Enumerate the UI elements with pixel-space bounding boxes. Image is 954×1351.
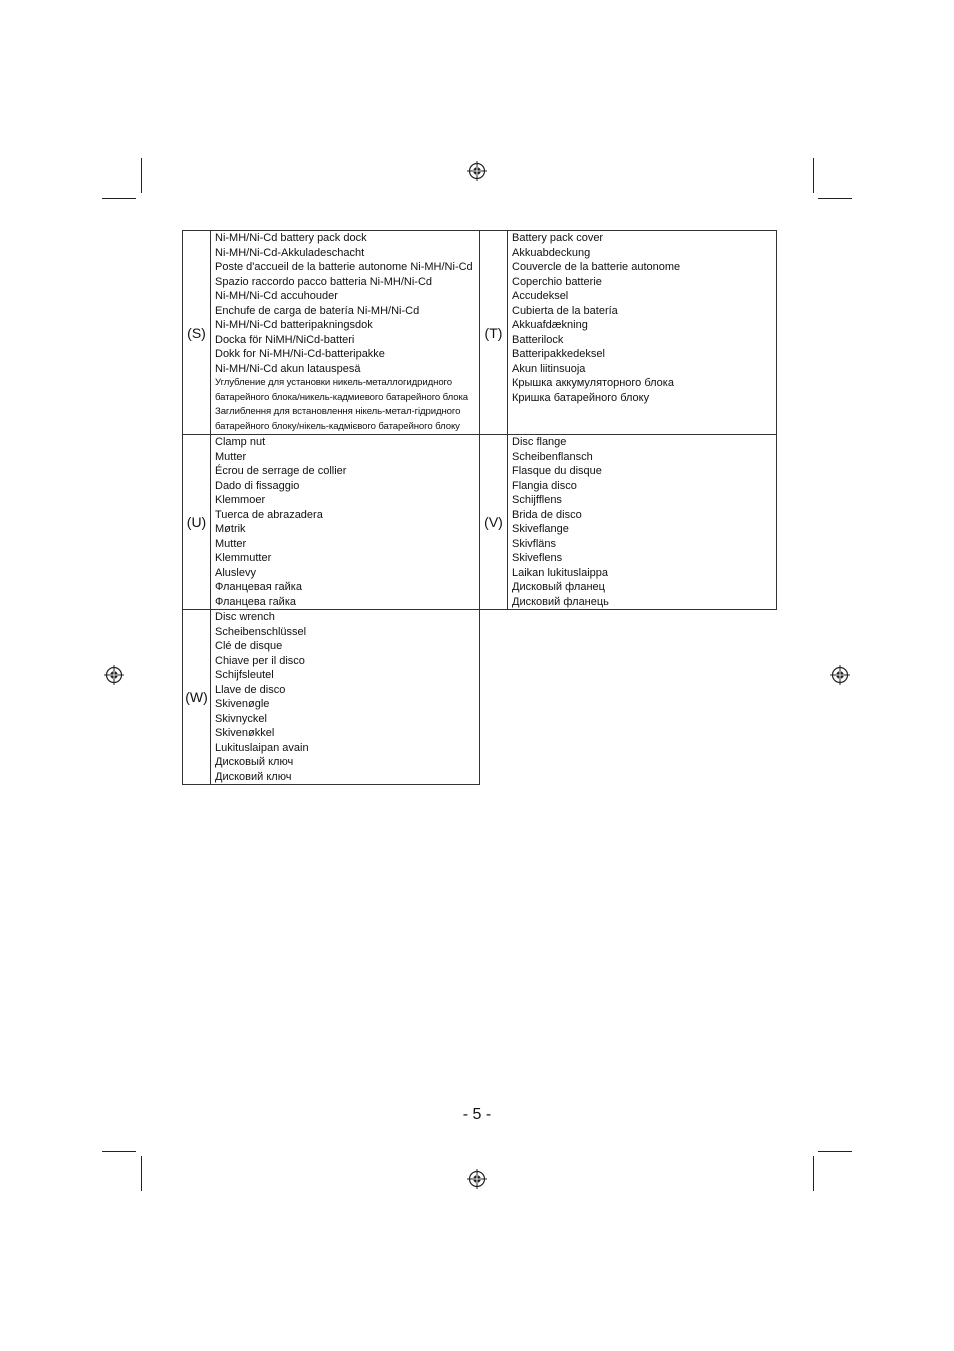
term-line: Skivenøgle bbox=[215, 698, 270, 710]
crop-mark-bottom-right-horizontal bbox=[818, 1151, 852, 1152]
part-terms-cell bbox=[211, 610, 480, 785]
term-line: Écrou de serrage de collier bbox=[215, 465, 347, 477]
term-line: Klemmutter bbox=[215, 552, 272, 564]
term-line: Cubierta de la batería bbox=[512, 304, 618, 317]
term-line: Дисковий ключ bbox=[215, 770, 292, 783]
term-line: Scheibenflansch bbox=[512, 450, 593, 463]
empty-cell bbox=[508, 610, 777, 785]
part-letter-cell: (U) bbox=[183, 435, 211, 610]
term-line: Batterilock bbox=[512, 333, 564, 346]
term-line: Klemmoer bbox=[215, 494, 266, 506]
term-line: Akkuabdeckung bbox=[512, 246, 591, 259]
term-line: Заглиблення для встановлення нікель-метал-гідридного bbox=[215, 406, 461, 417]
part-letter-cell: (W) bbox=[183, 610, 211, 785]
term-line: Aluslevy bbox=[215, 566, 256, 579]
term-line: батарейного блоку/нікель-кадмієвого батарейного блоку bbox=[215, 420, 460, 432]
term-line: Flasque du disque bbox=[512, 465, 602, 477]
term-line: Дисковый ключ bbox=[215, 756, 294, 768]
term-line: Disc wrench bbox=[215, 611, 275, 623]
term-line: Фланцевая гайка bbox=[215, 581, 302, 593]
term-line: Кришка батарейного блоку bbox=[512, 391, 650, 404]
table-row bbox=[183, 435, 777, 610]
parts-term-table bbox=[182, 230, 777, 785]
registration-mark-right-icon bbox=[830, 665, 850, 685]
crop-mark-top-left-horizontal bbox=[102, 198, 136, 199]
term-line: Lukituslaipan avain bbox=[215, 741, 309, 754]
term-line: Spazio raccordo pacco batteria Ni-MH/Ni-Cd bbox=[215, 275, 433, 288]
term-line: Schijfsleutel bbox=[215, 669, 274, 681]
term-line: Tuerca de abrazadera bbox=[215, 508, 323, 521]
crop-mark-bottom-left-horizontal bbox=[102, 1151, 136, 1152]
term-line: Enchufe de carga de batería Ni-MH/Ni-Cd bbox=[215, 304, 420, 317]
term-line: Mutter bbox=[215, 450, 247, 463]
part-letter-cell: (S) bbox=[183, 231, 211, 435]
crop-mark-top-right-vertical bbox=[813, 158, 814, 193]
part-letter-cell: (T) bbox=[480, 231, 508, 435]
term-line: батарейного блока/никель-кадмиевого батарейного блока bbox=[215, 391, 469, 403]
term-line: Møtrik bbox=[215, 523, 246, 535]
term-line: Brida de disco bbox=[512, 508, 582, 521]
term-line: Disc flange bbox=[512, 436, 567, 448]
term-line: Skiveflange bbox=[512, 523, 569, 535]
part-terms-cell bbox=[211, 435, 480, 610]
registration-mark-top-icon bbox=[467, 161, 487, 181]
crop-mark-bottom-right-vertical bbox=[813, 1156, 814, 1191]
term-line: Clamp nut bbox=[215, 436, 266, 448]
term-line: Ni-MH/Ni-Cd-Akkuladeschacht bbox=[215, 246, 365, 259]
term-line: Poste d'accueil de la batterie autonome Ni-MH/Ni-Cd bbox=[215, 261, 473, 273]
term-line: Ni-MH/Ni-Cd batteripakningsdok bbox=[215, 319, 373, 331]
term-line: Flangia disco bbox=[512, 479, 577, 492]
term-line: Углубление для установки никель-металлогидридного bbox=[215, 377, 452, 388]
term-line: Ni-MH/Ni-Cd accuhouder bbox=[215, 290, 338, 302]
term-line: Skivenøkkel bbox=[215, 727, 275, 739]
term-line: Akun liitinsuoja bbox=[512, 362, 586, 375]
term-line: Dokk for Ni-MH/Ni-Cd-batteripakke bbox=[215, 348, 385, 360]
term-line: Coperchio batterie bbox=[512, 275, 602, 288]
term-line: Laikan lukituslaippa bbox=[512, 566, 609, 579]
registration-mark-bottom-icon bbox=[467, 1169, 487, 1189]
term-line: Skivnyckel bbox=[215, 712, 267, 725]
term-line: Фланцева гайка bbox=[215, 595, 297, 608]
term-line: Llave de disco bbox=[215, 683, 286, 696]
part-letter-cell: (V) bbox=[480, 435, 508, 610]
term-line: Skivfläns bbox=[512, 537, 557, 550]
term-line: Scheibenschlüssel bbox=[215, 625, 307, 638]
term-line: Skiveflens bbox=[512, 552, 563, 564]
table-row bbox=[183, 231, 777, 435]
term-line: Clé de disque bbox=[215, 640, 283, 652]
table-row bbox=[183, 610, 777, 785]
part-terms-cell bbox=[211, 231, 480, 435]
term-line: Batteripakkedeksel bbox=[512, 348, 605, 360]
term-line: Akkuafdækning bbox=[512, 319, 588, 331]
part-terms-cell bbox=[508, 435, 777, 610]
term-line: Battery pack cover bbox=[512, 232, 604, 244]
term-line: Couvercle de la batterie autonome bbox=[512, 261, 681, 273]
crop-mark-bottom-left-vertical bbox=[141, 1156, 142, 1191]
part-terms-cell bbox=[508, 231, 777, 435]
page-number: - 5 - bbox=[462, 1106, 492, 1123]
term-line: Schijfflens bbox=[512, 494, 562, 506]
term-line: Chiave per il disco bbox=[215, 654, 305, 667]
term-line: Дисковий фланець bbox=[512, 595, 609, 608]
registration-mark-left-icon bbox=[104, 665, 124, 685]
term-line: Ni-MH/Ni-Cd akun latauspesä bbox=[215, 362, 361, 375]
crop-mark-top-left-vertical bbox=[141, 158, 142, 193]
crop-mark-top-right-horizontal bbox=[818, 198, 852, 199]
term-line: Дисковый фланец bbox=[512, 581, 605, 593]
term-line: Dado di fissaggio bbox=[215, 479, 300, 492]
term-line: Docka för NiMH/NiCd-batteri bbox=[215, 333, 355, 346]
empty-cell bbox=[480, 610, 508, 785]
term-line: Крышка аккумуляторного блока bbox=[512, 377, 674, 389]
term-line: Mutter bbox=[215, 537, 247, 550]
term-line: Accudeksel bbox=[512, 290, 569, 302]
term-line: Ni-MH/Ni-Cd battery pack dock bbox=[215, 232, 367, 244]
